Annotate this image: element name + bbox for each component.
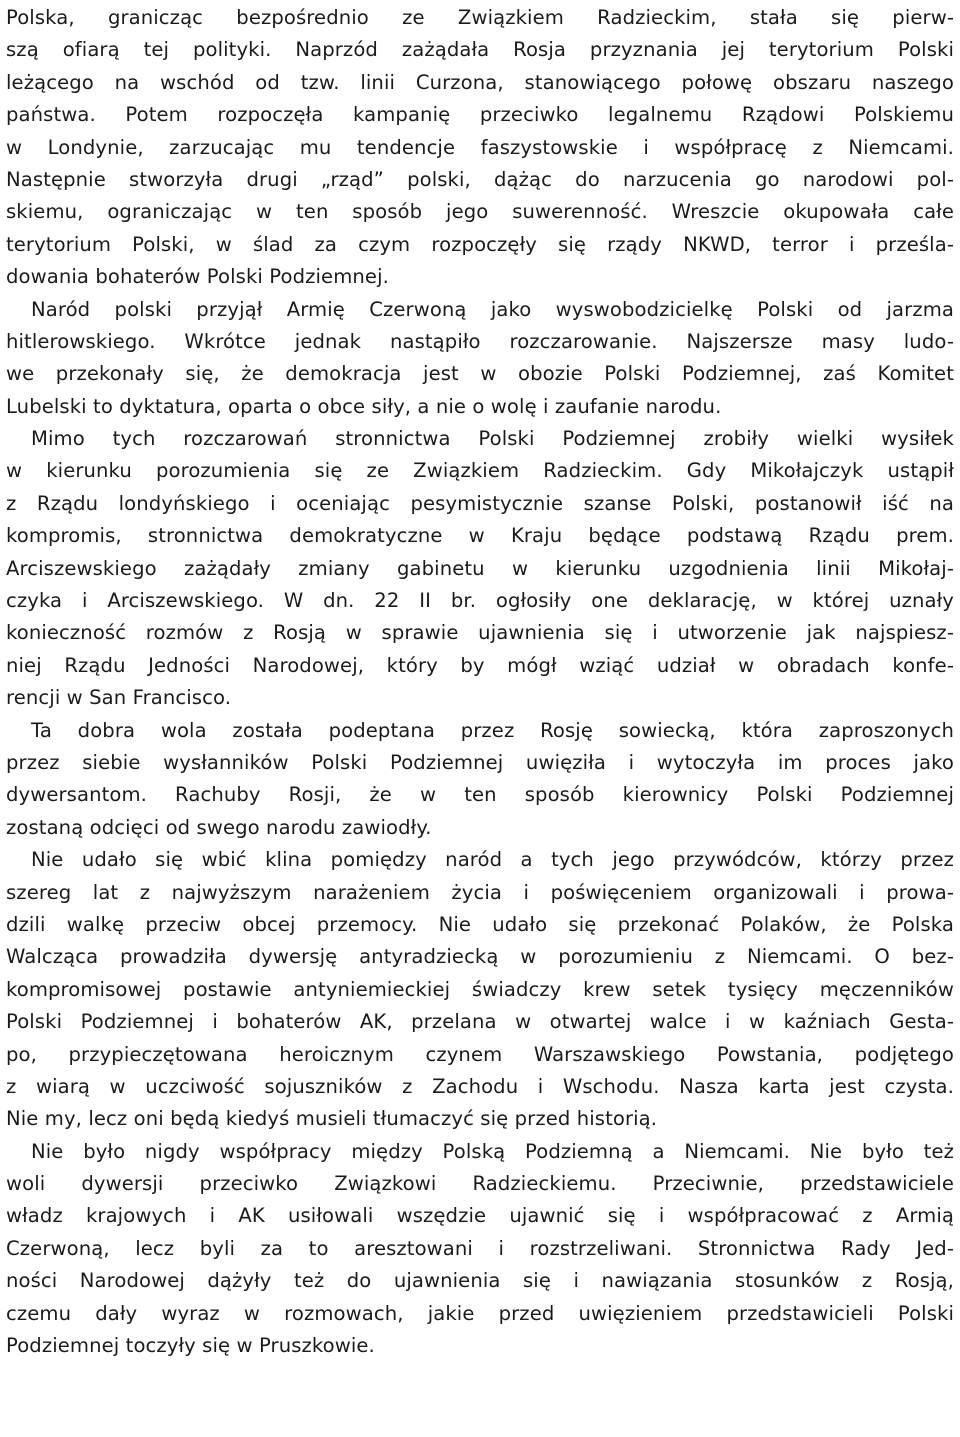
text-line: czyka i Arciszewskiego. W dn. 22 II br. ogłosiły one deklarację, w której uznały — [6, 589, 954, 613]
text-line: Nie było nigdy współpracy między Polską Podziemną a Niemcami. Nie było też — [31, 1139, 954, 1163]
text-line: w Londynie, zarzucając mu tendencje faszystowskie i współpracę z Niemcami. — [6, 135, 954, 159]
text-line: zostaną odcięci od swego narodu zawiodły. — [6, 815, 432, 839]
paragraph — [6, 715, 954, 845]
text-line: Walcząca prowadziła dywersję antyradziecką w porozumieniu z Niemcami. O bez- — [6, 945, 954, 969]
paragraph — [6, 294, 954, 424]
document-body — [6, 2, 954, 1362]
text-line: Ta dobra wola została podeptana przez Rosję sowiecką, która zaproszonych — [31, 718, 954, 742]
text-line: szereg lat z najwyższym narażeniem życia i poświęceniem organizowali i prowa- — [6, 880, 954, 904]
text-line: w kierunku porozumienia się ze Związkiem Radzieckim. Gdy Mikołajczyk ustąpił — [6, 459, 954, 483]
text-line: Polska, granicząc bezpośrednio ze Związkiem Radzieckim, stała się pierw- — [6, 6, 954, 29]
text-line: Czerwoną, lecz byli za to aresztowani i rozstrzeliwani. Stronnictwa Rady Jed- — [6, 1236, 954, 1260]
text-line: czemu dały wyraz w rozmowach, jakie przed uwięzieniem przedstawicieli Polski — [6, 1301, 954, 1325]
paragraph — [6, 2, 954, 294]
text-line: kompromis, stronnictwa demokratyczne w Kraju będące podstawą Rządu prem. — [6, 524, 954, 548]
text-line: Arciszewskiego zażądały zmiany gabinetu w kierunku uzgodnienia linii Mikołaj- — [6, 556, 954, 580]
text-line: dywersantom. Rachuby Rosji, że w ten sposób kierownicy Polski Podziemnej — [6, 783, 954, 807]
text-line: dzili walkę przeciw obcej przemocy. Nie udało się przekonać Polaków, że Polska — [6, 912, 954, 936]
text-line: przez siebie wysłanników Polski Podziemnej uwięziła i wytoczyła im proces jako — [6, 750, 954, 774]
text-line: terytorium Polski, w ślad za czym rozpoczęły się rządy NKWD, terror i prześla- — [6, 232, 954, 256]
text-line: Następnie stworzyła drugi „rząd” polski, dążąc do narzucenia go narodowi pol- — [6, 167, 954, 191]
text-line: dowania bohaterów Polski Podziemnej. — [6, 265, 389, 289]
text-line: Podziemnej toczyły się w Pruszkowie. — [6, 1334, 375, 1358]
document-page — [6, 0, 954, 1362]
text-line: Lubelski to dyktatura, oparta o obce siły, a nie o wolę i zaufanie narodu. — [6, 394, 722, 418]
text-line: Naród polski przyjął Armię Czerwoną jako wyswobodzicielkę Polski od jarzma — [31, 297, 954, 321]
text-line: państwa. Potem rozpoczęła kampanię przeciwko legalnemu Rządowi Polskiemu — [6, 103, 954, 127]
text-line: kompromisowej postawie antyniemieckiej świadczy krew setek tysięcy męczenników — [6, 977, 954, 1001]
text-line: rencji w San Francisco. — [6, 686, 232, 710]
text-line: po, przypieczętowana heroicznym czynem Warszawskiego Powstania, podjętego — [6, 1042, 954, 1066]
text-line: Polski Podziemnej i bohaterów AK, przelana w otwartej walce i w kaźniach Gesta- — [6, 1010, 954, 1034]
text-line: Nie my, lecz oni będą kiedyś musieli tłumaczyć się przed historią. — [6, 1107, 658, 1131]
text-line: konieczność rozmów z Rosją w sprawie ujawnienia się i utworzenie jak najspiesz- — [6, 621, 954, 645]
text-line: niej Rządu Jedności Narodowej, który by mógł wziąć udział w obradach konfe- — [6, 653, 954, 677]
paragraph — [6, 1136, 954, 1363]
text-line: z wiarą w uczciwość sojuszników z Zachodu i Wschodu. Nasza karta jest czysta. — [6, 1074, 954, 1098]
paragraph — [6, 423, 954, 715]
text-line: Mimo tych rozczarowań stronnictwa Polski Podziemnej zrobiły wielki wysiłek — [31, 427, 954, 451]
text-line: szą ofiarą tej polityki. Naprzód zażądała Rosja przyznania jej terytorium Polski — [6, 38, 954, 62]
text-line: woli dywersji przeciwko Związkowi Radzieckiemu. Przeciwnie, przedstawiciele — [6, 1172, 954, 1196]
text-line: z Rządu londyńskiego i oceniając pesymistycznie szanse Polski, postanowił iść na — [6, 491, 954, 515]
text-line: hitlerowskiego. Wkrótce jednak nastąpiło rozczarowanie. Najszersze masy ludo- — [6, 329, 954, 353]
text-line: skiemu, ograniczając w ten sposób jego suwerenność. Wreszcie okupowała całe — [6, 200, 954, 224]
text-line: Nie udało się wbić klina pomiędzy naród a tych jego przywódców, którzy przez — [31, 848, 954, 872]
text-line: we przekonały się, że demokracja jest w obozie Polski Podziemnej, zaś Komitet — [6, 362, 954, 386]
text-line: ności Narodowej dążyły też do ujawnienia się i nawiązania stosunków z Rosją, — [6, 1269, 954, 1293]
text-line: leżącego na wschód od tzw. linii Curzona, stanowiącego połowę obszaru naszego — [6, 70, 954, 94]
text-line: władz krajowych i AK usiłowali wszędzie ujawnić się i współpracować z Armią — [6, 1204, 954, 1228]
paragraph — [6, 844, 954, 1136]
